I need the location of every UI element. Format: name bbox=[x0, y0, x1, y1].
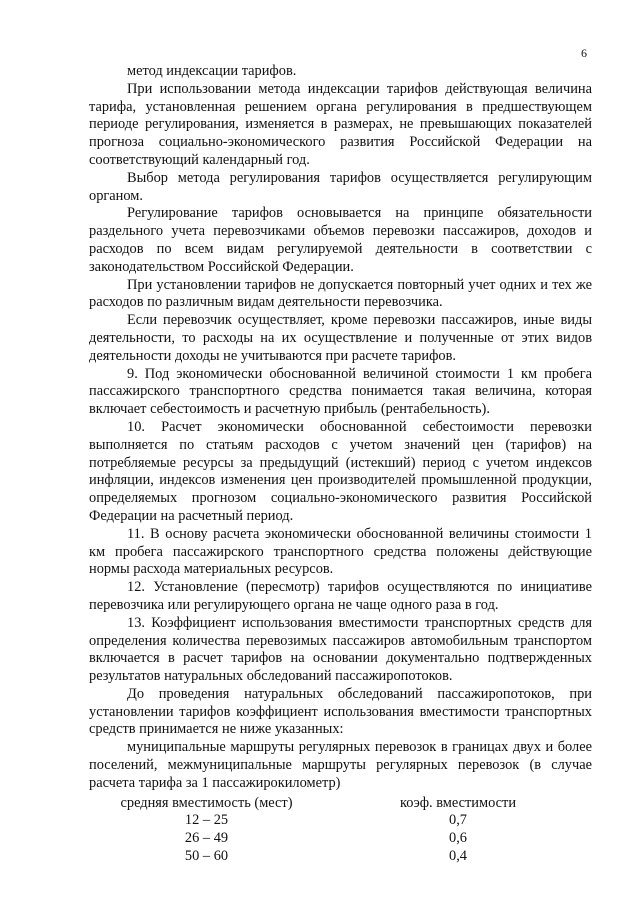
paragraph: метод индексации тарифов. bbox=[127, 63, 297, 79]
table-row bbox=[89, 830, 592, 848]
column-header-capacity: средняя вместимость (мест) bbox=[120, 794, 293, 811]
paragraph: 11. В основу расчета экономически обоснованной величины стоимости 1 км пробега пассажирского транспортного средства положены действующие нормы расхода материальных ресурсов. bbox=[89, 525, 592, 578]
table-cell-coefficient: 0,6 bbox=[449, 830, 467, 847]
paragraph: 13. Коэффициент использования вместимости транспортных средств для определения количества перевозимых пассажиров автомобильным транспортом включается в расчет тарифов на основании документально подтвержденных результатов натуральных обследований пассажиропотоков. bbox=[89, 614, 592, 685]
table-cell-coefficient: 0,7 bbox=[449, 812, 467, 829]
table-cell-capacity: 50 – 60 bbox=[184, 848, 229, 865]
paragraph: муниципальные маршруты регулярных перевозок в границах двух и более поселений, межмуниципальные маршруты регулярных перевозок (в случае расчета тарифа за 1 пассажирокилометр) bbox=[89, 739, 592, 791]
capacity-table bbox=[89, 795, 592, 866]
table-cell-capacity: 12 – 25 bbox=[184, 812, 229, 829]
paragraph: 12. Установление (пересмотр) тарифов осуществляются по инициативе перевозчика или регулирующего органа не чаще одного раза в год. bbox=[89, 579, 592, 613]
column-header-coefficient: коэф. вместимости bbox=[399, 794, 517, 811]
table-cell-capacity: 26 – 49 bbox=[184, 830, 229, 847]
table-row bbox=[89, 848, 592, 866]
table-cell-coefficient: 0,4 bbox=[449, 848, 467, 865]
paragraph: При установлении тарифов не допускается повторный учет одних и тех же расходов по различным видам деятельности перевозчика. bbox=[89, 276, 592, 311]
paragraph: 9. Под экономически обоснованной величиной стоимости 1 км пробега пассажирского транспортного средства понимается такая величина, которая включает себестоимость и расчетную прибыль (рентабельность). bbox=[89, 365, 592, 418]
paragraph: Если перевозчик осуществляет, кроме перевозки пассажиров, иные виды деятельности, то расходы на их осуществление и полученные от этих видов деятельности доходы не учитываются при расчете тарифов. bbox=[89, 312, 592, 364]
page-number: 6 bbox=[581, 46, 587, 60]
paragraph: При использовании метода индексации тарифов действующая величина тарифа, установленная решением органа регулирования в предшествующем периоде регулирования, изменяется в размерах, не превышающих показателей прогноза социально-экономического развития Российской Федерации на соответствующий календарный год. bbox=[89, 80, 592, 168]
paragraph: До проведения натуральных обследований пассажиропотоков, при установлении тарифов коэффициент использования вместимости транспортных средств принимается не ниже указанных: bbox=[89, 685, 592, 738]
paragraph: Выбор метода регулирования тарифов осуществляется регулирующим органом. bbox=[89, 169, 592, 204]
table-header-row bbox=[89, 795, 592, 813]
paragraph: 10. Расчет экономически обоснованной себестоимости перевозки выполняется по статьям расходов с учетом значений цен (тарифов) на потребляемые ресурсы за предыдущий (истекший) период с учетом индексов инфляции, индексов изменения цен производителей промышленной продукции, определяемых прогнозом социально-экономического развития Российской Федерации на расчетный период. bbox=[89, 418, 592, 524]
paragraph: Регулирование тарифов основывается на принципе обязательности раздельного учета перевозчиками объемов перевозки пассажиров, доходов и расходов по всем видам регулируемой деятельности в соответствии с законодательством Российской Федерации. bbox=[89, 205, 592, 275]
table-row bbox=[89, 812, 592, 830]
document-body bbox=[89, 63, 592, 866]
